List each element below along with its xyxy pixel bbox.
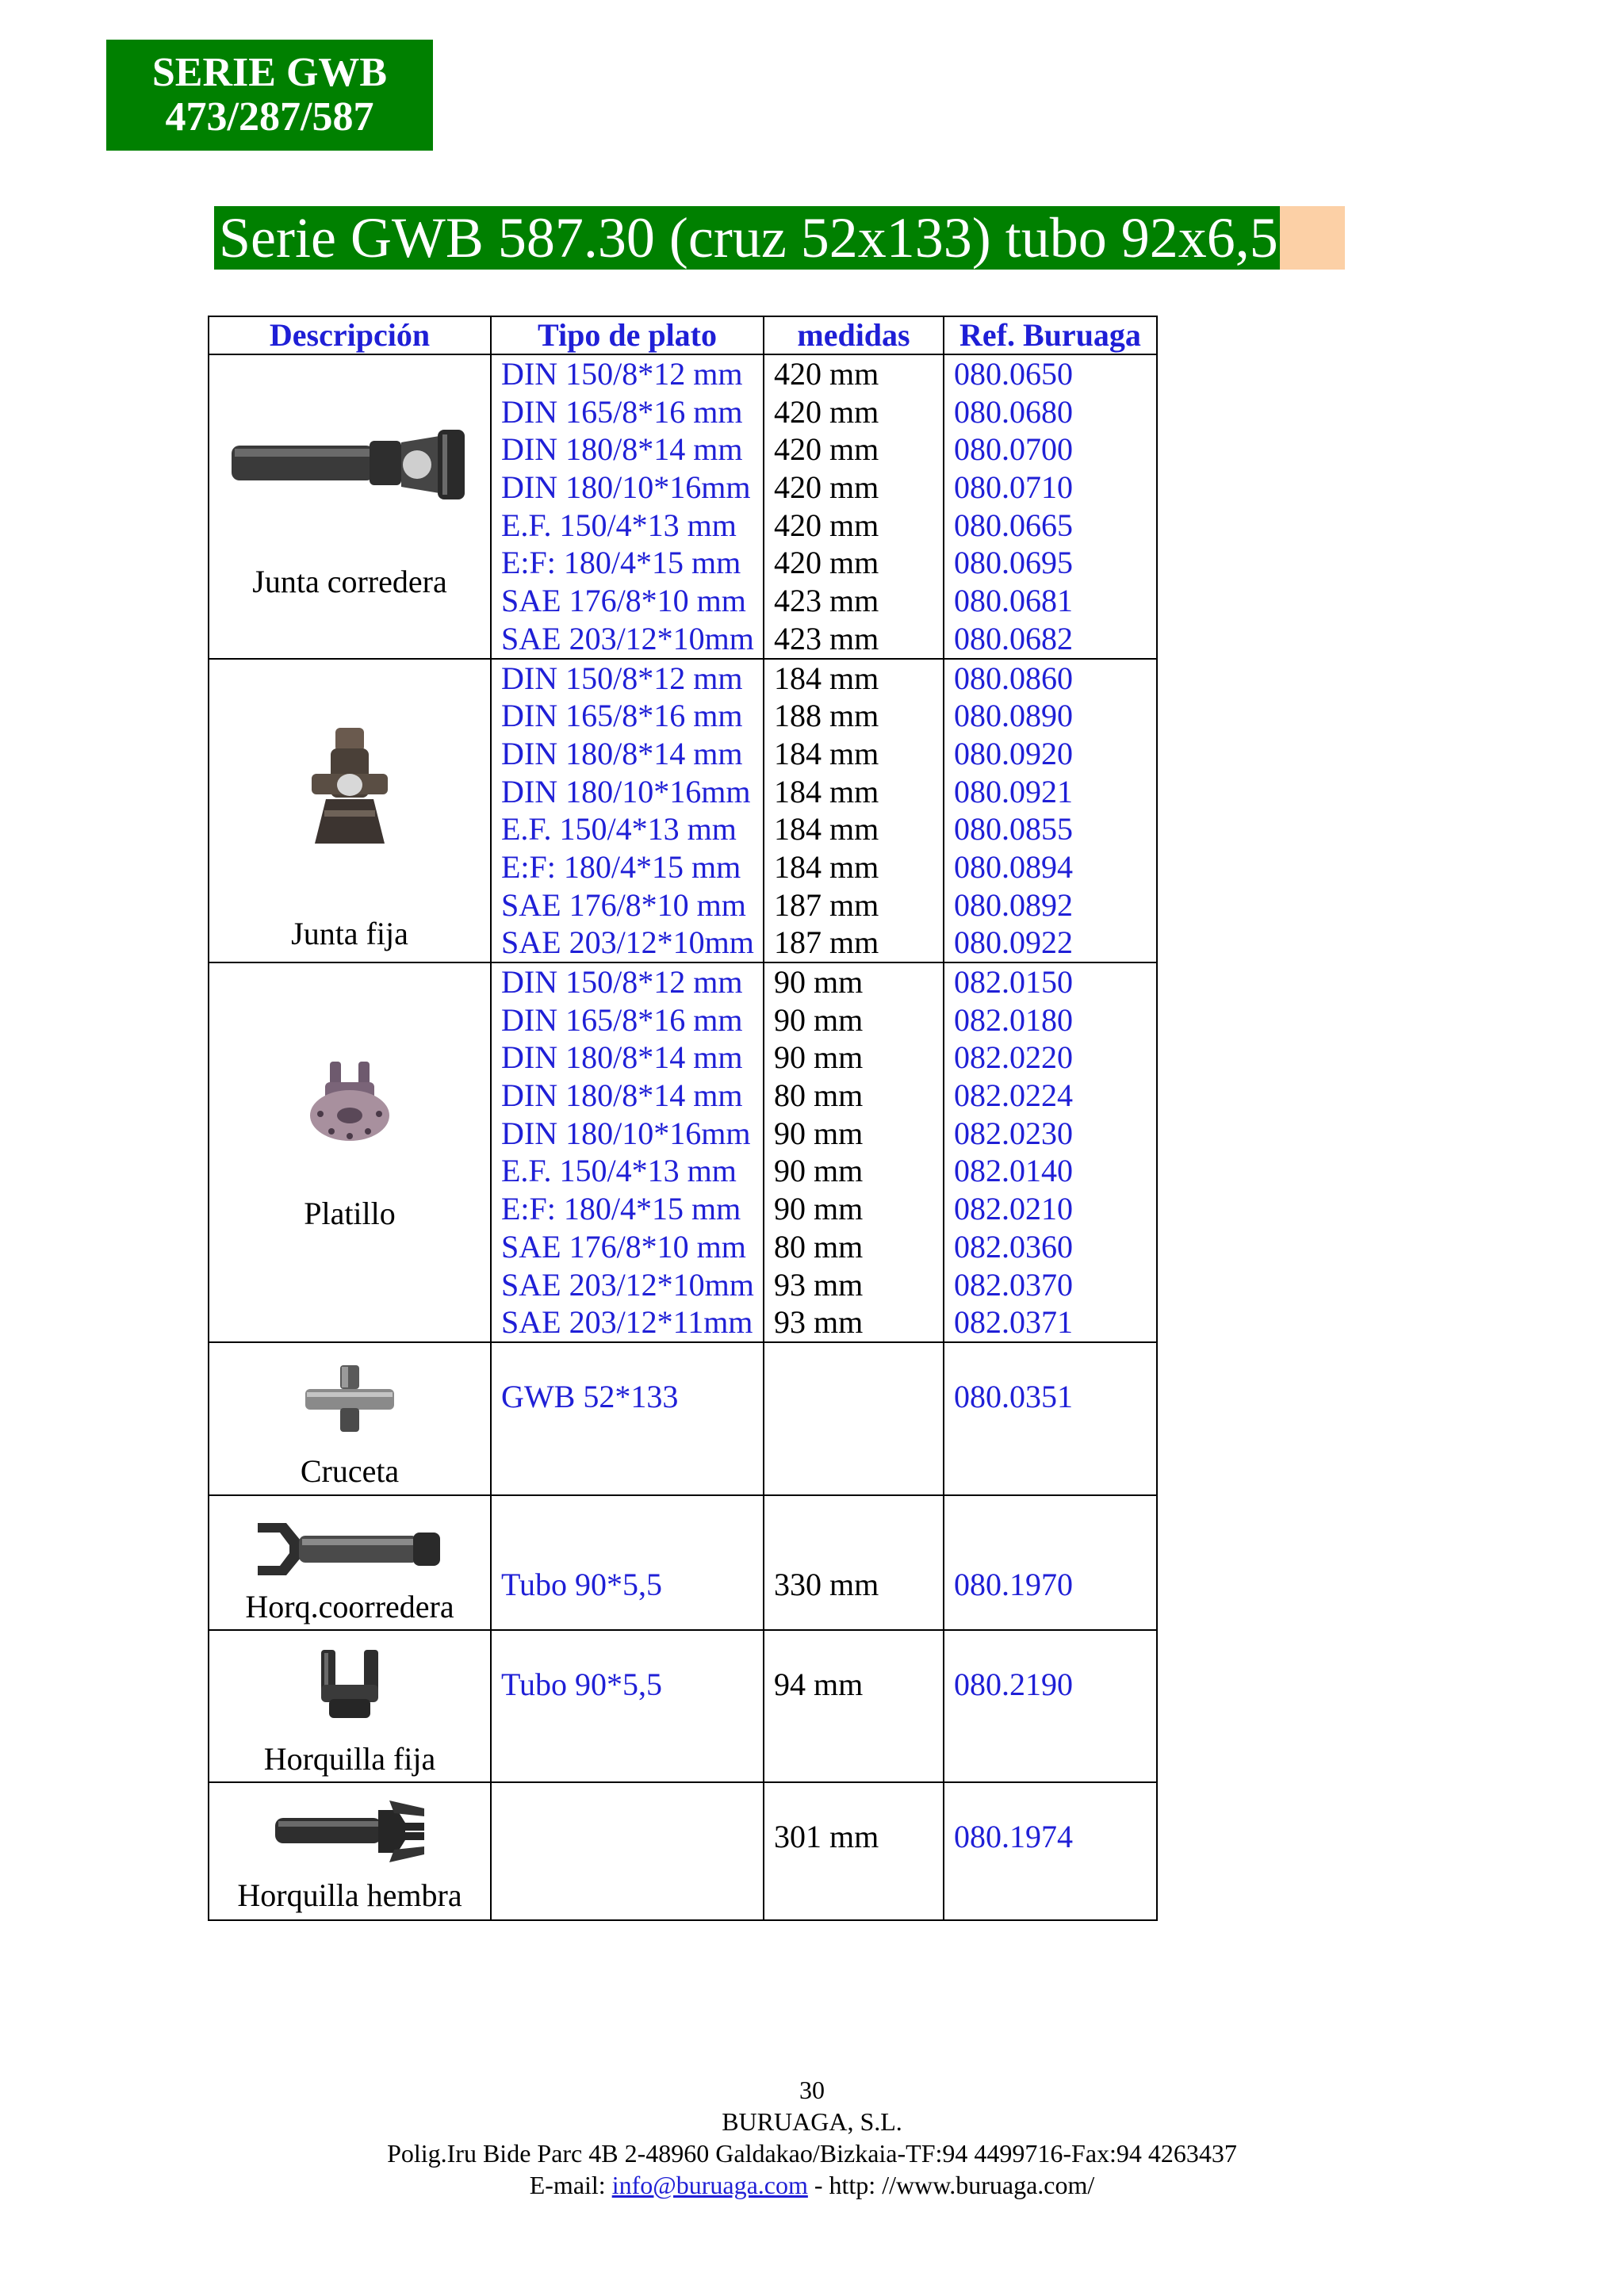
table-row — [209, 1495, 1157, 1630]
flange-image — [209, 1058, 490, 1146]
table-header-row — [209, 316, 1157, 354]
plate-type: DIN 180/8*14 mm — [501, 735, 743, 771]
measure: 93 mm — [774, 1266, 864, 1303]
ref-number: 082.0150 — [954, 964, 1073, 1000]
measure-cell — [764, 354, 944, 659]
email-link[interactable]: info@buruaga.com — [611, 2171, 808, 2199]
slip-yoke-image — [209, 1512, 490, 1583]
ref-number: 082.0360 — [954, 1228, 1073, 1265]
table-row — [209, 659, 1157, 963]
description-label: Cruceta — [300, 1452, 400, 1489]
measure: 420 mm — [774, 545, 879, 581]
header-medidas: medidas — [764, 316, 944, 354]
page-number: 30 — [799, 2076, 825, 2104]
ref-number: 082.0370 — [954, 1266, 1073, 1303]
measure-cell — [764, 1630, 944, 1782]
ref-number: 080.0351 — [954, 1378, 1073, 1414]
plate-cell — [491, 1495, 764, 1630]
contact-line — [0, 2169, 1624, 2201]
description-cell — [209, 1495, 491, 1630]
plate-type: SAE 203/12*11mm — [501, 1304, 753, 1341]
plate-type: E:F: 180/4*15 mm — [501, 1191, 741, 1227]
plate-type: DIN 165/8*16 mm — [501, 1001, 743, 1038]
description-label: Platillo — [304, 1196, 396, 1231]
description-label: Horq.coorredera — [245, 1588, 454, 1624]
ref-number: 080.1970 — [954, 1566, 1073, 1602]
ref-number: 080.0650 — [954, 356, 1073, 392]
header-descripcion: Descripción — [209, 316, 491, 354]
plate-type: GWB 52*133 — [501, 1378, 679, 1414]
plate-type: SAE 203/12*10mm — [501, 1266, 754, 1303]
plate-cell — [491, 354, 764, 659]
ref-number: 080.0695 — [954, 545, 1073, 581]
page-title: Serie GWB 587.30 (cruz 52x133) tubo 92x6,5 — [214, 206, 1280, 270]
ref-number: 080.0855 — [954, 811, 1073, 848]
ref-cell — [944, 1342, 1157, 1495]
table-row — [209, 1342, 1157, 1495]
ref-number: 082.0180 — [954, 1001, 1073, 1038]
ref-number: 080.0681 — [954, 583, 1073, 619]
ref-cell — [944, 1495, 1157, 1630]
measure: 184 mm — [774, 811, 879, 848]
measure: 188 mm — [774, 698, 879, 734]
measure: 184 mm — [774, 848, 879, 885]
measure-cell — [764, 962, 944, 1342]
plate-type: E:F: 180/4*15 mm — [501, 545, 741, 581]
measure-cell — [764, 1342, 944, 1495]
ref-number: 082.0224 — [954, 1077, 1073, 1114]
measure: 90 mm — [774, 1191, 864, 1227]
plate-type: SAE 203/12*10mm — [501, 620, 754, 656]
description-cell — [209, 1782, 491, 1920]
description-cell — [209, 962, 491, 1342]
ref-number: 080.0682 — [954, 620, 1073, 656]
ref-number: 082.0371 — [954, 1304, 1073, 1341]
ref-number: 080.0921 — [954, 773, 1073, 809]
measure: 90 mm — [774, 1153, 864, 1189]
company-name: BURUAGA, S.L. — [722, 2107, 902, 2136]
plate-type: DIN 180/10*16mm — [501, 1115, 751, 1151]
plate-type — [501, 1818, 763, 1856]
plate-type: DIN 165/8*16 mm — [501, 393, 743, 430]
measure: 80 mm — [774, 1077, 864, 1114]
plate-type: E:F: 180/4*15 mm — [501, 848, 741, 885]
ref-number: 082.0140 — [954, 1153, 1073, 1189]
ref-number: 080.0680 — [954, 393, 1073, 430]
measure: 420 mm — [774, 431, 879, 468]
ref-cell — [944, 354, 1157, 659]
plate-type: Tubo 90*5,5 — [501, 1666, 663, 1702]
header-ref: Ref. Buruaga — [944, 316, 1157, 354]
measure: 90 mm — [774, 1115, 864, 1151]
plate-type: DIN 180/8*14 mm — [501, 431, 743, 468]
plate-type: SAE 176/8*10 mm — [501, 1228, 746, 1265]
slip-joint-image — [209, 428, 490, 501]
measure: 420 mm — [774, 469, 879, 506]
ref-cell — [944, 1630, 1157, 1782]
female-yoke-image — [209, 1797, 490, 1866]
plate-type: DIN 150/8*12 mm — [501, 660, 743, 696]
plate-type: E.F. 150/4*13 mm — [501, 811, 737, 848]
plate-cell — [491, 962, 764, 1342]
ref-number: 080.0860 — [954, 660, 1073, 696]
measure: 420 mm — [774, 507, 879, 543]
fixed-joint-image — [209, 725, 490, 850]
description-label: Junta corredera — [252, 564, 447, 599]
plate-type: Tubo 90*5,5 — [501, 1566, 663, 1602]
series-badge — [106, 40, 433, 151]
description-cell — [209, 354, 491, 659]
plate-cell — [491, 1782, 764, 1920]
plate-cell — [491, 1630, 764, 1782]
ref-number: 080.2190 — [954, 1666, 1073, 1702]
measure: 187 mm — [774, 924, 879, 961]
cross-image — [209, 1362, 490, 1435]
description-label: Horquilla fija — [263, 1740, 436, 1777]
measure: 423 mm — [774, 583, 879, 619]
table-row — [209, 1630, 1157, 1782]
plate-type: SAE 203/12*10mm — [501, 924, 754, 961]
measure: 93 mm — [774, 1304, 864, 1341]
measure: 184 mm — [774, 773, 879, 809]
measure-cell — [764, 1782, 944, 1920]
ref-cell — [944, 1782, 1157, 1920]
plate-type: SAE 176/8*10 mm — [501, 583, 746, 619]
web-address: - http: //www.buruaga.com/ — [807, 2171, 1095, 2199]
table-row — [209, 962, 1157, 1342]
ref-cell — [944, 659, 1157, 963]
measure: 420 mm — [774, 393, 879, 430]
measure — [774, 1378, 943, 1416]
email-prefix: E-mail: — [529, 2171, 612, 2199]
parts-table — [208, 316, 1158, 1921]
measure: 90 mm — [774, 1039, 864, 1076]
ref-number: 080.0922 — [954, 924, 1073, 961]
measure: 90 mm — [774, 1001, 864, 1038]
badge-line-2: 473/287/587 — [165, 94, 374, 140]
measure: 94 mm — [774, 1666, 864, 1702]
plate-type: E.F. 150/4*13 mm — [501, 507, 737, 543]
header-tipo: Tipo de plato — [491, 316, 764, 354]
ref-number: 080.1974 — [954, 1818, 1073, 1854]
description-cell — [209, 1342, 491, 1495]
ref-number: 080.0665 — [954, 507, 1073, 543]
description-label: Horquilla hembra — [237, 1877, 462, 1913]
description-cell — [209, 659, 491, 963]
plate-cell — [491, 1342, 764, 1495]
company-address: Polig.Iru Bide Parc 4B 2-48960 Galdakao/Bizkaia-TF:94 4499716-Fax:94 4263437 — [387, 2139, 1237, 2168]
measure: 330 mm — [774, 1566, 879, 1602]
ref-number: 082.0210 — [954, 1191, 1073, 1227]
badge-line-1: SERIE GWB — [151, 50, 388, 95]
ref-number: 080.0700 — [954, 431, 1073, 468]
plate-type: DIN 150/8*12 mm — [501, 964, 743, 1000]
measure: 90 mm — [774, 964, 864, 1000]
ref-number: 080.0892 — [954, 886, 1073, 923]
plate-type: DIN 180/10*16mm — [501, 773, 751, 809]
ref-number: 080.0890 — [954, 698, 1073, 734]
ref-cell — [944, 962, 1157, 1342]
measure: 187 mm — [774, 886, 879, 923]
measure: 80 mm — [774, 1228, 864, 1265]
measure: 423 mm — [774, 620, 879, 656]
measure: 184 mm — [774, 735, 879, 771]
plate-type: DIN 180/10*16mm — [501, 469, 751, 506]
description-label: Junta fija — [291, 915, 408, 951]
plate-type: DIN 180/8*14 mm — [501, 1077, 743, 1114]
description-cell — [209, 1630, 491, 1782]
fixed-yoke-image — [209, 1647, 490, 1721]
measure: 420 mm — [774, 356, 879, 392]
plate-type: DIN 180/8*14 mm — [501, 1039, 743, 1076]
ref-number: 080.0710 — [954, 469, 1073, 506]
table-row — [209, 1782, 1157, 1920]
measure-cell — [764, 1495, 944, 1630]
plate-type: DIN 165/8*16 mm — [501, 698, 743, 734]
measure: 184 mm — [774, 660, 879, 696]
plate-type: DIN 150/8*12 mm — [501, 356, 743, 392]
ref-number: 080.0920 — [954, 735, 1073, 771]
ref-number: 082.0230 — [954, 1115, 1073, 1151]
ref-number: 082.0220 — [954, 1039, 1073, 1076]
plate-cell — [491, 659, 764, 963]
measure-cell — [764, 659, 944, 963]
table-row — [209, 354, 1157, 659]
plate-type: SAE 176/8*10 mm — [501, 886, 746, 923]
measure: 301 mm — [774, 1818, 879, 1854]
plate-type: E.F. 150/4*13 mm — [501, 1153, 737, 1189]
ref-number: 080.0894 — [954, 848, 1073, 885]
